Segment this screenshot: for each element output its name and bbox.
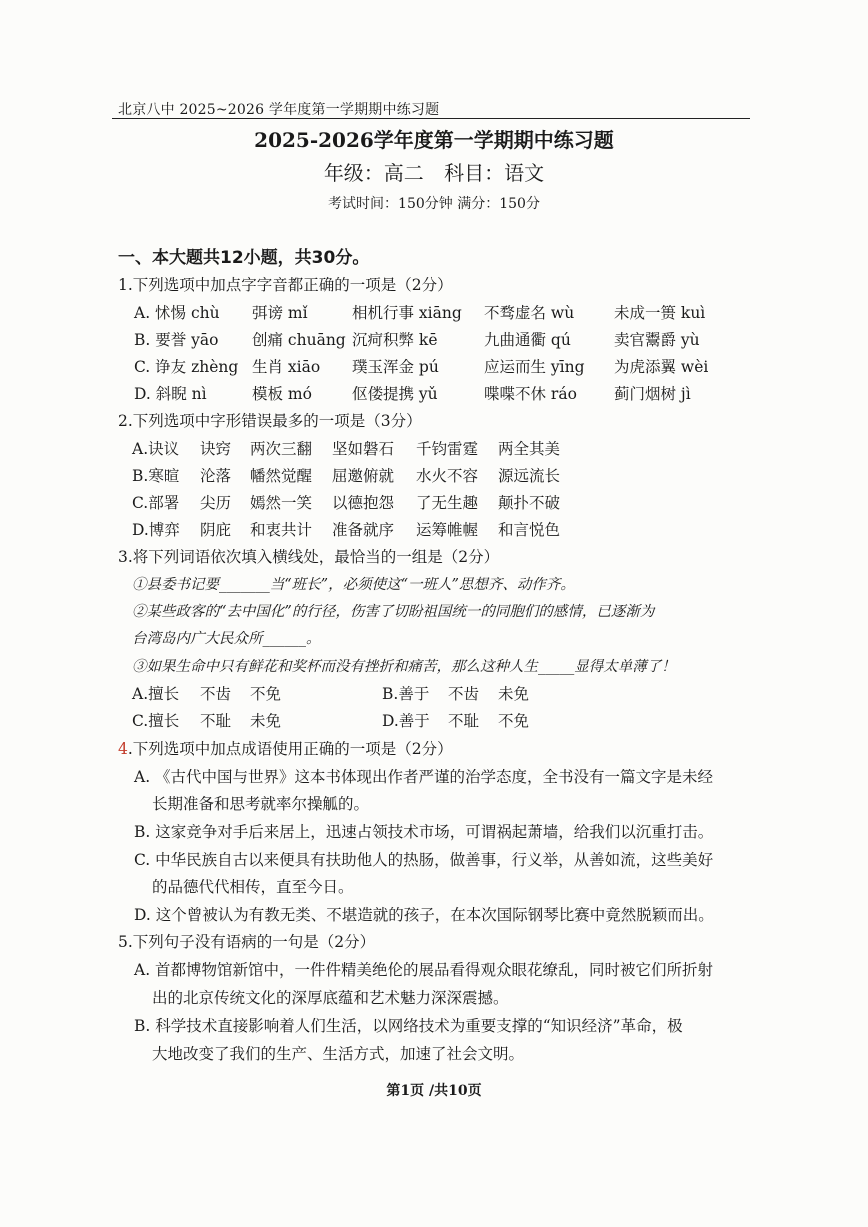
q1-b-item: B. 要誉 yāo [134,331,219,349]
q2-b-item: 幡然觉醒 [250,467,313,485]
q3-d-word: D.善于 [382,712,430,730]
header-rule [112,118,750,119]
q4-option-c: C. 中华民族自古以来便具有扶助他人的热肠，做善事，行义举，从善如流，这些美好 [134,851,714,869]
q4-option-a: A. 《古代中国与世界》这本书体现出作者严谨的治学态度，全书没有一篇文字是未经 [134,768,714,786]
q5-option-b-cont: 大地改变了我们的生产、生活方式，加速了社会文明。 [152,1045,525,1063]
q2-stem: 2.下列选项中字形错误最多的一项是（3分） [118,412,422,430]
grade-label: 年级：高二 [323,161,424,185]
q5-option-b: B. 科学技术直接影响着人们生活，以网络技术为重要支撑的“知识经济”革命，极 [134,1017,683,1035]
q1-d-item: 喋喋不休 ráo [484,385,577,403]
q1-c-item: C. 诤友 zhèng [134,358,239,376]
q4-option-d: D. 这个曾被认为有教无类、不堪造就的孩子，在本次国际钢琴比赛中竟然脱颖而出。 [134,906,714,924]
q2-a-item: 两次三翻 [250,440,313,458]
q3-b-word: 未免 [498,685,530,703]
q2-c-item: 尖历 [200,494,232,512]
exam-title: 2025-2026学年度第一学期期中练习题 [254,128,614,152]
q4-stem-text: .下列选项中加点成语使用正确的一项是（2分） [127,740,453,758]
q1-c-item: 璞玉浑金 pú [352,358,439,376]
q1-d-item: 模板 mó [252,385,312,403]
exam-info: 考试时间：150分钟 满分：150分 [328,196,540,212]
q2-b-item: 沦落 [200,467,232,485]
q3-c-word: C.擅长 [132,712,180,730]
q3-sentence-2-cont: 台湾岛内广大民众所______。 [132,631,321,647]
q2-a-item: A.诀议 [132,440,180,458]
q2-c-item: 颠扑不破 [498,494,561,512]
q1-d-item: 伛偻提携 yǔ [352,385,438,403]
q5-option-a-cont: 出的北京传统文化的深厚底蕴和艺术魅力深深震撼。 [152,989,509,1007]
q3-b-word: 不齿 [448,685,480,703]
q1-c-item: 生肖 xiāo [252,358,321,376]
q2-c-item: 了无生趣 [416,494,479,512]
q4-option-b: B. 这家竞争对手后来居上，迅速占领技术市场，可谓祸起萧墙，给我们以沉重打击。 [134,823,714,841]
q2-b-item: 源远流长 [498,467,561,485]
q2-d-item: 和言悦色 [498,521,561,539]
q5-option-a: A. 首都博物馆新馆中，一件件精美绝伦的展品看得观众眼花缭乱，同时被它们所折射 [134,961,714,979]
q2-a-item: 两全其美 [498,440,561,458]
q3-c-word: 不耻 [200,712,232,730]
q1-d-item: D. 斜睨 nì [134,385,207,403]
q2-d-item: 准备就序 [332,521,395,539]
q1-a-item: 不骛虚名 wù [484,304,575,322]
q1-a-item: 未成一篑 kuì [614,304,706,322]
q2-d-item: D.博弈 [132,521,180,539]
q1-c-item: 应运而生 yīng [484,358,585,376]
page-footer: 第1页 /共10页 [386,1083,482,1099]
q3-a-word: A.擅长 [132,685,180,703]
q3-a-word: 不齿 [200,685,232,703]
q1-b-item: 九曲通衢 qú [484,331,571,349]
q1-c-item: 为虎添翼 wèi [614,358,709,376]
q3-sentence-2: ②某些政客的“去中国化”的行径，伤害了切盼祖国统一的同胞们的感情，已逐渐为 [132,604,655,620]
q2-a-item: 坚如磐石 [332,440,395,458]
q1-b-item: 卖官鬻爵 yù [614,331,700,349]
q2-a-item: 诀窍 [200,440,232,458]
q3-c-word: 未免 [250,712,282,730]
q4-option-a-cont: 长期准备和思考就率尔操觚的。 [152,795,370,813]
q3-stem: 3.将下列词语依次填入横线处，最恰当的一组是（2分） [118,548,500,566]
section-heading: 一、本大题共12小题，共30分。 [118,248,370,268]
q3-sentence-3: ③如果生命中只有鲜花和奖杯而没有挫折和痛苦，那么这种人生_____显得太单薄了！ [132,659,676,675]
running-head: 北京八中 2025~2026 学年度第一学期期中练习题 [118,102,440,118]
q3-d-word: 不免 [498,712,530,730]
q4-number: 4 [118,740,128,758]
q2-c-item: 以德抱怨 [332,494,395,512]
q2-b-item: B.寒暄 [132,467,180,485]
q1-a-item: A. 怵惕 chù [134,304,220,322]
q4-stem [118,737,453,759]
q2-a-item: 千钧雷霆 [416,440,479,458]
q4-option-c-cont: 的品德代代相传，直至今日。 [152,878,354,896]
q2-b-item: 水火不容 [416,467,479,485]
q1-b-item: 沉疴积弊 kē [352,331,438,349]
q1-stem: 1.下列选项中加点字字音都正确的一项是（2分） [118,276,453,294]
q5-stem: 5.下列句子没有语病的一句是（2分） [118,933,376,951]
q1-d-item: 蓟门烟树 jì [614,385,691,403]
q1-a-item: 弭谤 mǐ [252,304,308,322]
q3-sentence-1: ①县委书记要_______当“班长”，必须使这“一班人”思想齐、动作齐。 [132,577,575,593]
q2-d-item: 和衷共计 [250,521,313,539]
subject-label: 科目：语文 [444,161,545,185]
q3-d-word: 不耻 [448,712,480,730]
q2-d-item: 阴庇 [200,521,232,539]
q2-b-item: 屈邀俯就 [332,467,395,485]
q2-c-item: C.部署 [132,494,180,512]
q1-b-item: 创痛 chuāng [252,331,346,349]
grade-subject [0,157,868,186]
q3-a-word: 不免 [250,685,282,703]
q2-c-item: 嫣然一笑 [250,494,313,512]
q1-a-item: 相机行事 xiāng [352,304,462,322]
q2-d-item: 运筹帷幄 [416,521,479,539]
q3-b-word: B.善于 [382,685,430,703]
